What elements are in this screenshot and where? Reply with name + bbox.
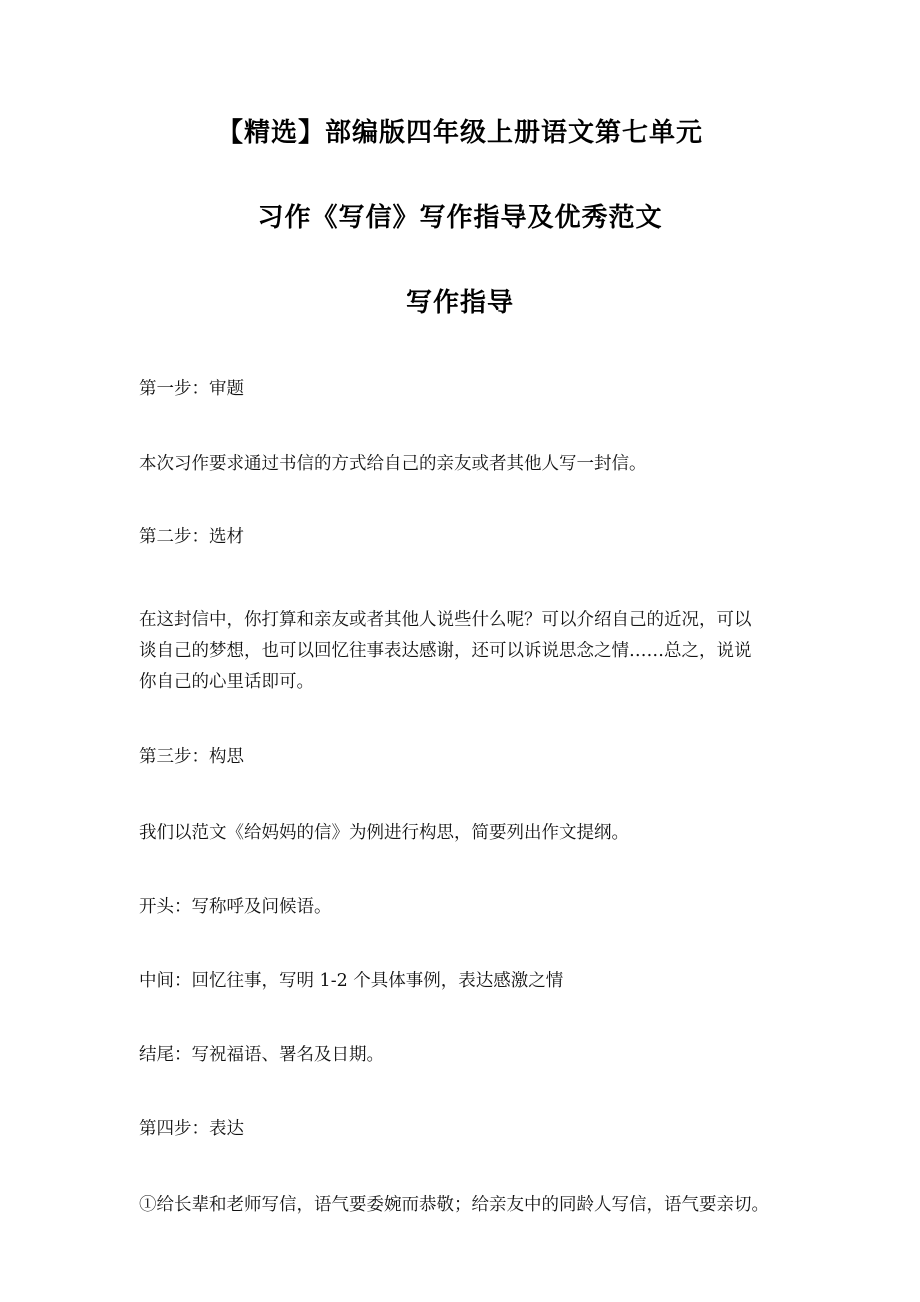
step2-line-3: 你自己的心里话即可。 bbox=[139, 672, 314, 692]
step4-item-1: ①给长辈和老师写信，语气要委婉而恭敬；给亲友中的同龄人写信，语气要亲切。 bbox=[139, 1195, 769, 1215]
section-title-writing-guide: 写作指导 bbox=[405, 288, 514, 318]
step2-line-1: 在这封信中，你打算和亲友或者其他人说些什么呢？可以介绍自己的近况，可以 bbox=[139, 610, 752, 630]
step1-heading: 第一步：审题 bbox=[139, 379, 244, 399]
outline-middle: 中间：回忆往事，写明 1-2 个具体事例，表达感激之情 bbox=[139, 971, 564, 991]
step2-paragraph bbox=[139, 605, 799, 698]
document-title-line-1: 【精选】部编版四年级上册语文第七单元 bbox=[216, 118, 703, 148]
step4-heading: 第四步：表达 bbox=[139, 1119, 244, 1139]
step2-heading: 第二步：选材 bbox=[139, 527, 244, 547]
outline-end: 结尾：写祝福语、署名及日期。 bbox=[139, 1045, 384, 1065]
step1-text: 本次习作要求通过书信的方式给自己的亲友或者其他人写一封信。 bbox=[139, 454, 647, 474]
outline-start: 开头：写称呼及问候语。 bbox=[139, 897, 332, 917]
document-title-line-2: 习作《写信》写作指导及优秀范文 bbox=[257, 203, 663, 233]
step3-text: 我们以范文《给妈妈的信》为例进行构思，简要列出作文提纲。 bbox=[139, 823, 629, 843]
step3-heading: 第三步：构思 bbox=[139, 747, 244, 767]
step2-line-2: 谈自己的梦想，也可以回忆往事表达感谢，还可以诉说思念之情……总之，说说 bbox=[139, 641, 752, 661]
